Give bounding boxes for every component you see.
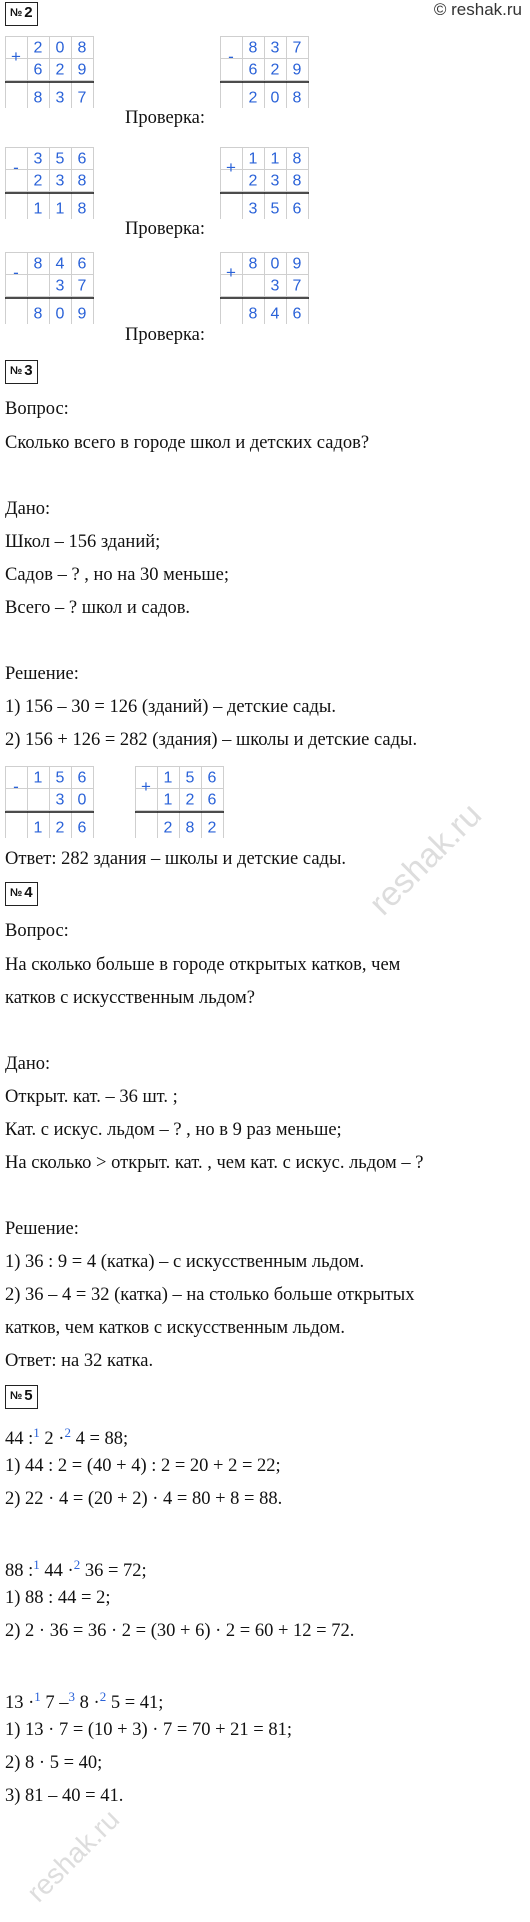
watermark: reshak.ru <box>20 1803 126 1908</box>
calc-digit: 0 <box>270 89 280 107</box>
order-mark: 2 <box>73 1557 81 1572</box>
calc-digit: 1 <box>163 769 173 787</box>
calc-digit: 3 <box>248 200 258 218</box>
calc-digit: 1 <box>33 819 43 837</box>
solution-label: Решение: <box>5 664 79 684</box>
solution-line: 2) 36 – 4 = 32 (катка) – на столько больше открытых <box>5 1285 415 1305</box>
calc-grid <box>220 36 309 108</box>
column-calculation <box>5 147 94 219</box>
operation-sign: + <box>226 157 236 177</box>
operation-sign: + <box>141 776 151 796</box>
calc-digit: 1 <box>163 791 173 809</box>
calc-digit: 9 <box>292 255 302 273</box>
order-mark: 1 <box>34 1689 41 1704</box>
section-badge: № 2 <box>5 2 38 26</box>
watermark: reshak.ru <box>361 795 490 923</box>
section-badge: № 5 <box>5 1385 38 1409</box>
given-label: Дано: <box>5 1054 51 1074</box>
calc-digit: 8 <box>77 200 87 218</box>
given-line: Садов – ? , но на 30 меньше; <box>5 565 230 585</box>
calc-grid <box>5 147 94 219</box>
order-mark: 1 <box>33 1425 40 1440</box>
operation-sign: - <box>13 157 19 177</box>
operation-sign: - <box>13 262 19 282</box>
calc-digit: 8 <box>248 39 258 57</box>
expression: 88 :$^1$ 44 ·$^2$ 36 = 72; <box>5 1557 147 1582</box>
calc-digit: 8 <box>292 89 302 107</box>
solution-line: 1) 36 : 9 = 4 (катка) – с искусственным льдом. <box>5 1252 365 1272</box>
given-line: Кат. с искус. льдом – ? , но в 9 раз меньше; <box>5 1120 342 1140</box>
calc-digit: 0 <box>270 255 280 273</box>
column-calculation <box>5 36 94 108</box>
calc-digit: 3 <box>33 150 43 168</box>
column-calculation <box>220 36 309 108</box>
calc-digit: 5 <box>270 200 280 218</box>
calc-digit: 2 <box>207 819 217 837</box>
calc-digit: 8 <box>292 172 302 190</box>
calc-digit: 6 <box>207 769 217 787</box>
calc-digit: 2 <box>55 61 65 79</box>
calc-digit: 3 <box>55 172 65 190</box>
calc-digit: 5 <box>55 769 65 787</box>
calc-digit: 8 <box>248 255 258 273</box>
calc-digit: 2 <box>248 89 258 107</box>
given-line: Школ – 156 зданий; <box>5 532 161 552</box>
calc-digit: 3 <box>270 39 280 57</box>
operation-sign: + <box>226 262 236 282</box>
calc-digit: 6 <box>77 769 87 787</box>
question-label: Вопрос: <box>5 399 69 419</box>
calc-digit: 6 <box>33 61 43 79</box>
operation-sign: - <box>13 776 19 796</box>
calc-digit: 8 <box>248 305 258 323</box>
order-mark: 2 <box>64 1425 71 1440</box>
calc-digit: 9 <box>77 305 87 323</box>
calc-digit: 7 <box>292 39 302 57</box>
check-label: Проверка: <box>125 108 206 128</box>
calc-digit: 5 <box>185 769 195 787</box>
calc-digit: 0 <box>77 791 87 809</box>
solution-label: Решение: <box>5 1219 79 1239</box>
solution-line: 3) 81 – 40 = 41. <box>5 1786 124 1806</box>
calc-digit: 1 <box>248 150 258 168</box>
calc-digit: 6 <box>77 150 87 168</box>
column-calculation <box>220 147 309 219</box>
calc-grid <box>220 147 309 219</box>
calc-digit: 6 <box>292 305 302 323</box>
calc-digit: 2 <box>270 61 280 79</box>
calc-digit: 1 <box>55 200 65 218</box>
calc-digit: 1 <box>270 150 280 168</box>
operation-sign: - <box>228 46 234 66</box>
site-credit: © reshak.ru <box>433 0 522 19</box>
calc-digit: 6 <box>248 61 258 79</box>
calc-digit: 2 <box>185 791 195 809</box>
operation-sign: + <box>11 46 21 66</box>
calc-grid <box>5 252 94 324</box>
solution-line: 1) 88 : 44 = 2; <box>5 1588 111 1608</box>
solution-line: 2) 156 + 126 = 282 (здания) – школы и детские сады. <box>5 730 418 750</box>
question-text: На сколько больше в городе открытых катков, чем <box>5 955 401 975</box>
calc-digit: 3 <box>55 277 65 295</box>
calc-digit: 6 <box>207 791 217 809</box>
given-line: На сколько > открыт. кат. , чем кат. с искус. льдом – ? <box>5 1153 424 1173</box>
calc-digit: 3 <box>270 172 280 190</box>
question-text: Сколько всего в городе школ и детских садов? <box>5 433 370 453</box>
calc-digit: 3 <box>270 277 280 295</box>
question-label: Вопрос: <box>5 921 69 941</box>
column-calculation <box>220 252 309 324</box>
check-label: Проверка: <box>125 325 206 345</box>
calc-digit: 2 <box>55 819 65 837</box>
calc-digit: 8 <box>185 819 195 837</box>
column-calculation <box>5 252 94 324</box>
calc-grid <box>135 766 224 838</box>
question-text: катков с искусственным льдом? <box>5 988 255 1008</box>
order-mark: 1 <box>33 1557 40 1572</box>
answer-line: Ответ: на 32 катка. <box>5 1351 154 1371</box>
column-calculation <box>5 766 94 838</box>
calc-digit: 5 <box>55 150 65 168</box>
section-badge: № 4 <box>5 882 38 906</box>
calc-digit: 7 <box>292 277 302 295</box>
answer-line: Ответ: 282 здания – школы и детские сады. <box>5 849 347 869</box>
calc-digit: 6 <box>77 255 87 273</box>
solution-line: 1) 156 – 30 = 126 (зданий) – детские сады. <box>5 697 336 717</box>
given-label: Дано: <box>5 499 51 519</box>
given-line: Всего – ? школ и садов. <box>5 598 191 618</box>
calc-grid <box>220 252 309 324</box>
calc-digit: 6 <box>292 200 302 218</box>
calc-digit: 8 <box>33 305 43 323</box>
order-mark: 2 <box>99 1689 107 1704</box>
calc-digit: 2 <box>33 172 43 190</box>
calc-digit: 4 <box>270 305 280 323</box>
calc-digit: 8 <box>33 255 43 273</box>
calc-digit: 2 <box>33 39 43 57</box>
calc-digit: 8 <box>77 172 87 190</box>
calc-digit: 0 <box>55 305 65 323</box>
calc-digit: 7 <box>77 277 87 295</box>
solution-line: 1) 44 : 2 = (40 + 4) : 2 = 20 + 2 = 22; <box>5 1456 281 1476</box>
expression: 13 ·$^1$ 7 –$^3$ 8 ·$^2$ 5 = 41; <box>5 1689 164 1714</box>
solution-line: 2) 2 · 36 = 36 · 2 = (30 + 6) · 2 = 60 + 12 = 72. <box>5 1621 355 1641</box>
given-line: Открыт. кат. – 36 шт. ; <box>5 1087 178 1107</box>
calc-grid <box>5 766 94 838</box>
calc-digit: 2 <box>248 172 258 190</box>
solution-line: 2) 8 · 5 = 40; <box>5 1753 103 1773</box>
calc-digit: 1 <box>33 769 43 787</box>
section-badge: № 3 <box>5 360 38 384</box>
calc-digit: 2 <box>163 819 173 837</box>
column-calculation <box>135 766 224 838</box>
solution-line: 2) 22 · 4 = (20 + 2) · 4 = 80 + 8 = 88. <box>5 1489 283 1509</box>
expression: 44 :$^1$ 2 ·$^2$ 4 = 88; <box>5 1425 129 1450</box>
calc-digit: 3 <box>55 791 65 809</box>
order-mark: 3 <box>68 1689 76 1704</box>
calc-digit: 8 <box>77 39 87 57</box>
calc-digit: 1 <box>33 200 43 218</box>
calc-digit: 6 <box>77 819 87 837</box>
calc-grid <box>5 36 94 108</box>
calc-digit: 9 <box>292 61 302 79</box>
solution-line: 1) 13 · 7 = (10 + 3) · 7 = 70 + 21 = 81; <box>5 1720 292 1740</box>
calc-digit: 9 <box>77 61 87 79</box>
calc-digit: 4 <box>55 255 65 273</box>
check-label: Проверка: <box>125 219 206 239</box>
solution-line: катков, чем катков с искусственным льдом. <box>5 1318 345 1338</box>
calc-digit: 0 <box>55 39 65 57</box>
calc-digit: 8 <box>292 150 302 168</box>
calc-digit: 8 <box>33 89 43 107</box>
calc-digit: 7 <box>77 89 87 107</box>
calc-digit: 3 <box>55 89 65 107</box>
